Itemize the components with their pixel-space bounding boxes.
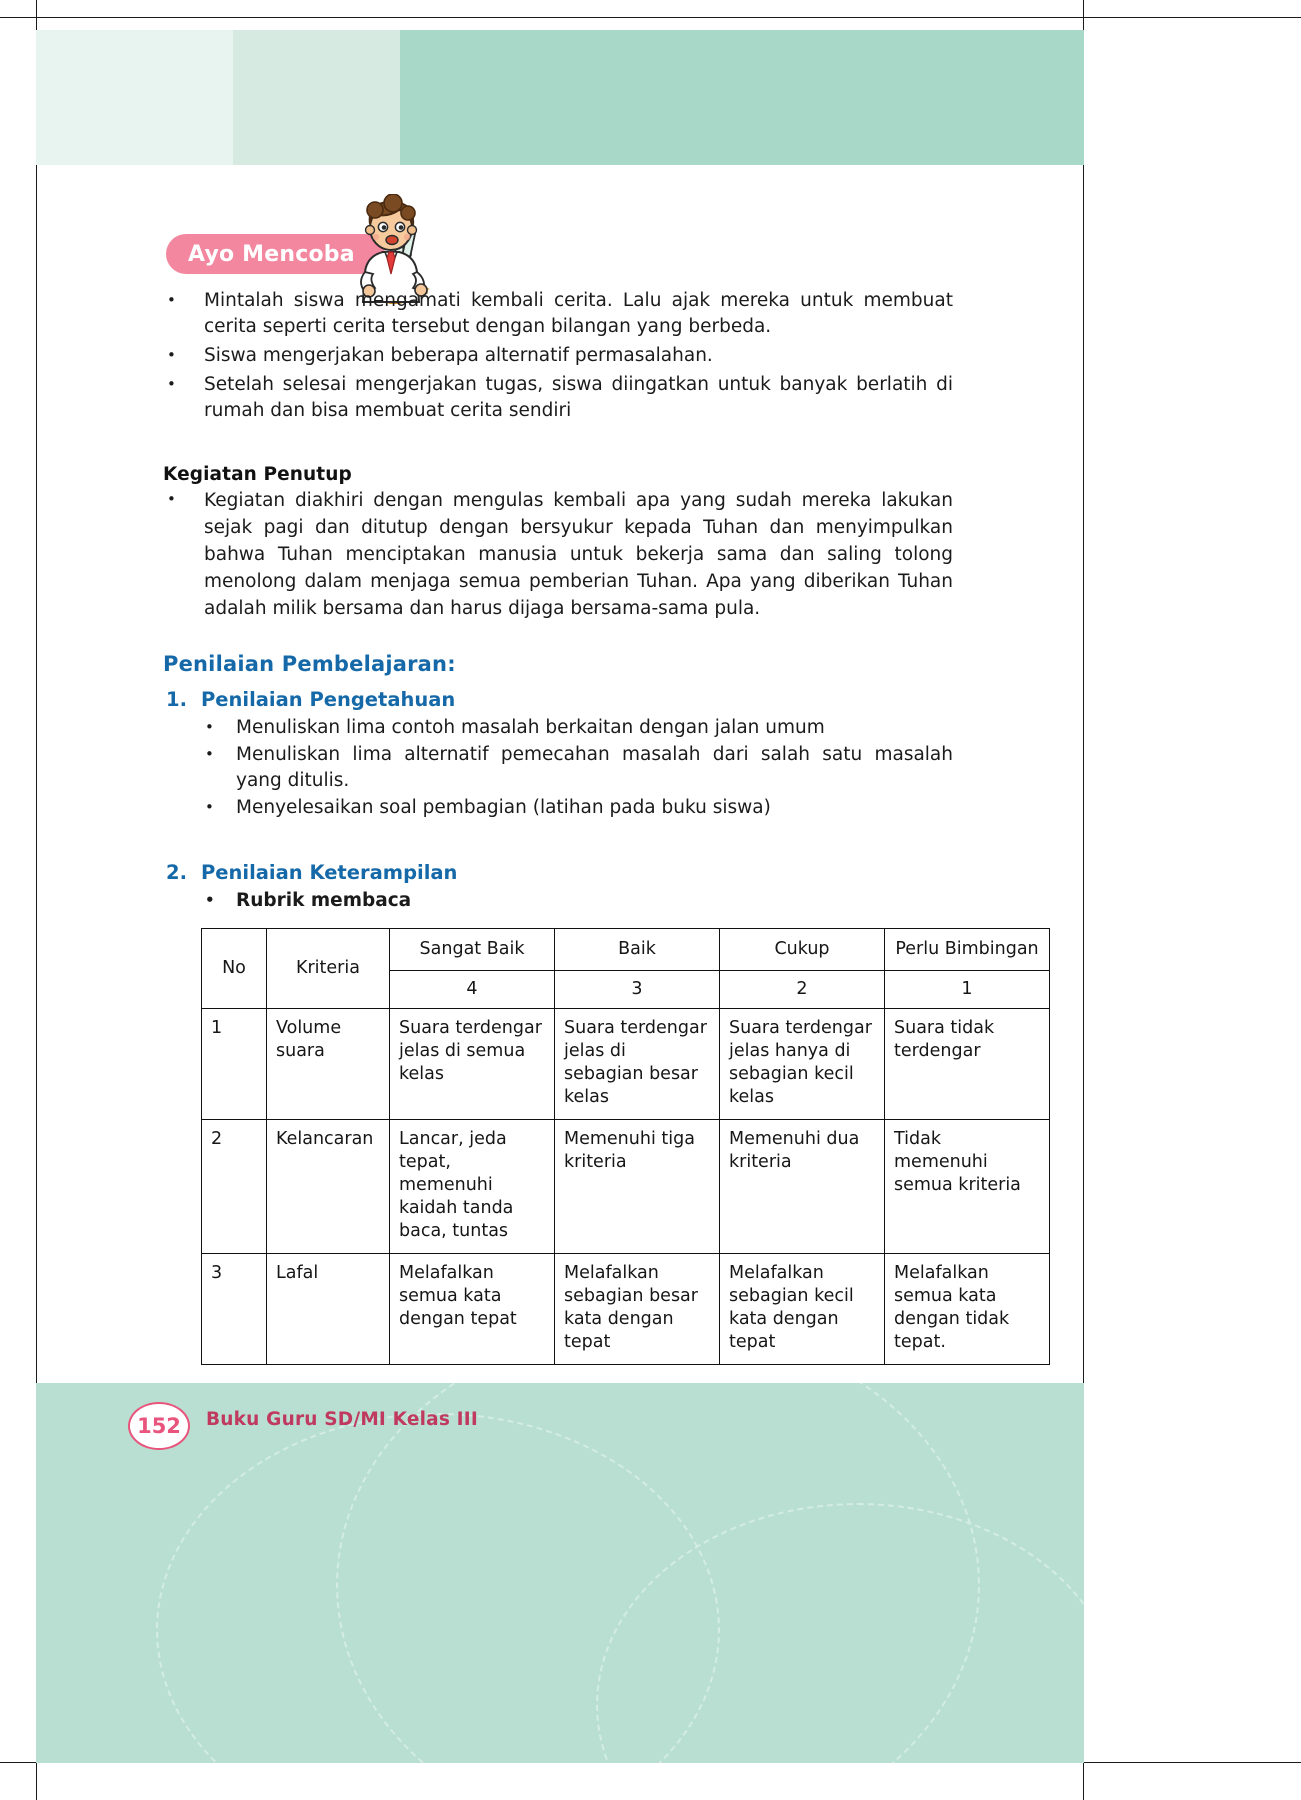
page-footer xyxy=(36,1383,1084,1763)
header-cukup: Cukup xyxy=(720,929,885,971)
section-1-number: 1. xyxy=(166,688,187,711)
list-item: • Mintalah siswa mengamati kembali cerita. Lalu ajak mereka untuk membuat cerita seperti cerita tersebut dengan bilangan yang berbeda. xyxy=(163,288,953,340)
header-baik: Baik xyxy=(555,929,720,971)
row-1-perlu-bimbingan: Suara tidak terdengar xyxy=(885,1009,1050,1120)
header-band-light xyxy=(36,30,233,165)
row-1-cukup: Suara terdengar jelas hanya di sebagian kecil kelas xyxy=(720,1009,885,1120)
row-3-no: 3 xyxy=(202,1254,267,1365)
page-number: 152 xyxy=(137,1414,181,1438)
row-2-perlu-bimbingan: Tidak memenuhi semua kriteria xyxy=(885,1120,1050,1254)
list-item: • Siswa mengerjakan beberapa alternatif permasalahan. xyxy=(163,343,953,369)
header-kriteria: Kriteria xyxy=(267,929,390,1009)
header-no: No xyxy=(202,929,267,1009)
crop-tick-tr-v xyxy=(1083,0,1084,17)
list-item: • Rubrik membaca xyxy=(201,888,953,914)
row-2-sangat-baik: Lancar, jeda tepat, memenuhi kaidah tanda baca, tuntas xyxy=(390,1120,555,1254)
table-row xyxy=(202,1009,1050,1120)
penilaian-pembelajaran-heading: Penilaian Pembelajaran: xyxy=(163,652,456,676)
row-3-perlu-bimbingan: Melafalkan semua kata dengan tidak tepat. xyxy=(885,1254,1050,1365)
list-item: • Kegiatan diakhiri dengan mengulas kembali apa yang sudah mereka lakukan sejak pagi dan ditutup dengan bersyukur kepada Tuhan dan menyimpulkan bahwa Tuhan menciptakan manusia untuk bekerja sama dan saling tolong menolong dalam menjaga semua pemberian Tuhan. Apa yang diberikan Tuhan adalah milik bersama dan harus dijaga bersama-sama pula. xyxy=(163,487,953,622)
table-row xyxy=(202,1120,1050,1254)
kegiatan-penutup-list xyxy=(163,487,953,622)
row-2-no: 2 xyxy=(202,1120,267,1254)
page-content xyxy=(163,196,1039,1365)
ayo-mencoba-label: Ayo Mencoba xyxy=(188,241,355,267)
row-3-cukup: Melafalkan sebagian kecil kata dengan tepat xyxy=(720,1254,885,1365)
list-item: • Menyelesaikan soal pembagian (latihan pada buku siswa) xyxy=(201,795,953,821)
footer-book-title: Buku Guru SD/MI Kelas III xyxy=(206,1409,478,1430)
page-number-badge xyxy=(128,1402,190,1450)
row-3-baik: Melafalkan sebagian besar kata dengan tepat xyxy=(555,1254,720,1365)
section-1-title xyxy=(163,688,953,711)
list-item: • Menuliskan lima contoh masalah berkaitan dengan jalan umum xyxy=(201,715,953,741)
list-item: • Setelah selesai mengerjakan tugas, siswa diingatkan untuk banyak berlatih di rumah dan bisa membuat cerita sendiri xyxy=(163,372,953,424)
row-1-baik: Suara terdengar jelas di sebagian besar kelas xyxy=(555,1009,720,1120)
row-1-no: 1 xyxy=(202,1009,267,1120)
ayo-mencoba-header xyxy=(163,196,953,288)
table-header-row xyxy=(202,929,1050,971)
section-1-label: Penilaian Pengetahuan xyxy=(201,688,456,711)
row-1-sangat-baik: Suara terdengar jelas di semua kelas xyxy=(390,1009,555,1120)
row-1-kriteria: Volume suara xyxy=(267,1009,390,1120)
score-3: 3 xyxy=(555,971,720,1009)
list-item: • Menuliskan lima alternatif pemecahan masalah dari salah satu masalah yang ditulis. xyxy=(201,742,953,794)
score-4: 4 xyxy=(390,971,555,1009)
row-3-kriteria: Lafal xyxy=(267,1254,390,1365)
crop-tick-br-h xyxy=(1084,1762,1301,1763)
section-2-number: 2. xyxy=(166,861,187,884)
row-2-kriteria: Kelancaran xyxy=(267,1120,390,1254)
crop-mask-left xyxy=(0,0,36,1800)
header-band-mid xyxy=(233,30,400,165)
crop-mask-right xyxy=(1084,0,1301,1800)
header-perlu-bimbingan: Perlu Bimbingan xyxy=(885,929,1050,971)
crop-tick-br-v xyxy=(1083,1763,1084,1800)
score-2: 2 xyxy=(720,971,885,1009)
section-2-label: Penilaian Keterampilan xyxy=(201,861,458,884)
penilaian-pengetahuan-list xyxy=(201,715,953,821)
section-2-title xyxy=(163,861,953,884)
header-band-dark xyxy=(400,30,1084,165)
row-2-baik: Memenuhi tiga kriteria xyxy=(555,1120,720,1254)
rubrik-membaca-table xyxy=(201,928,1050,1365)
row-2-cukup: Memenuhi dua kriteria xyxy=(720,1120,885,1254)
crop-tick-bl-h xyxy=(0,1762,36,1763)
table-row xyxy=(202,1254,1050,1365)
crop-tick-bl-v xyxy=(36,1763,37,1800)
penilaian-keterampilan-list xyxy=(201,888,953,914)
crop-tick-tl-h xyxy=(0,17,36,18)
crop-tick-tr-h xyxy=(1084,17,1301,18)
header-sangat-baik: Sangat Baik xyxy=(390,929,555,971)
score-1: 1 xyxy=(885,971,1050,1009)
intro-bullet-list xyxy=(163,288,953,424)
row-3-sangat-baik: Melafalkan semua kata dengan tepat xyxy=(390,1254,555,1365)
kegiatan-penutup-title: Kegiatan Penutup xyxy=(163,464,352,485)
crop-tick-tl-v xyxy=(36,0,37,17)
